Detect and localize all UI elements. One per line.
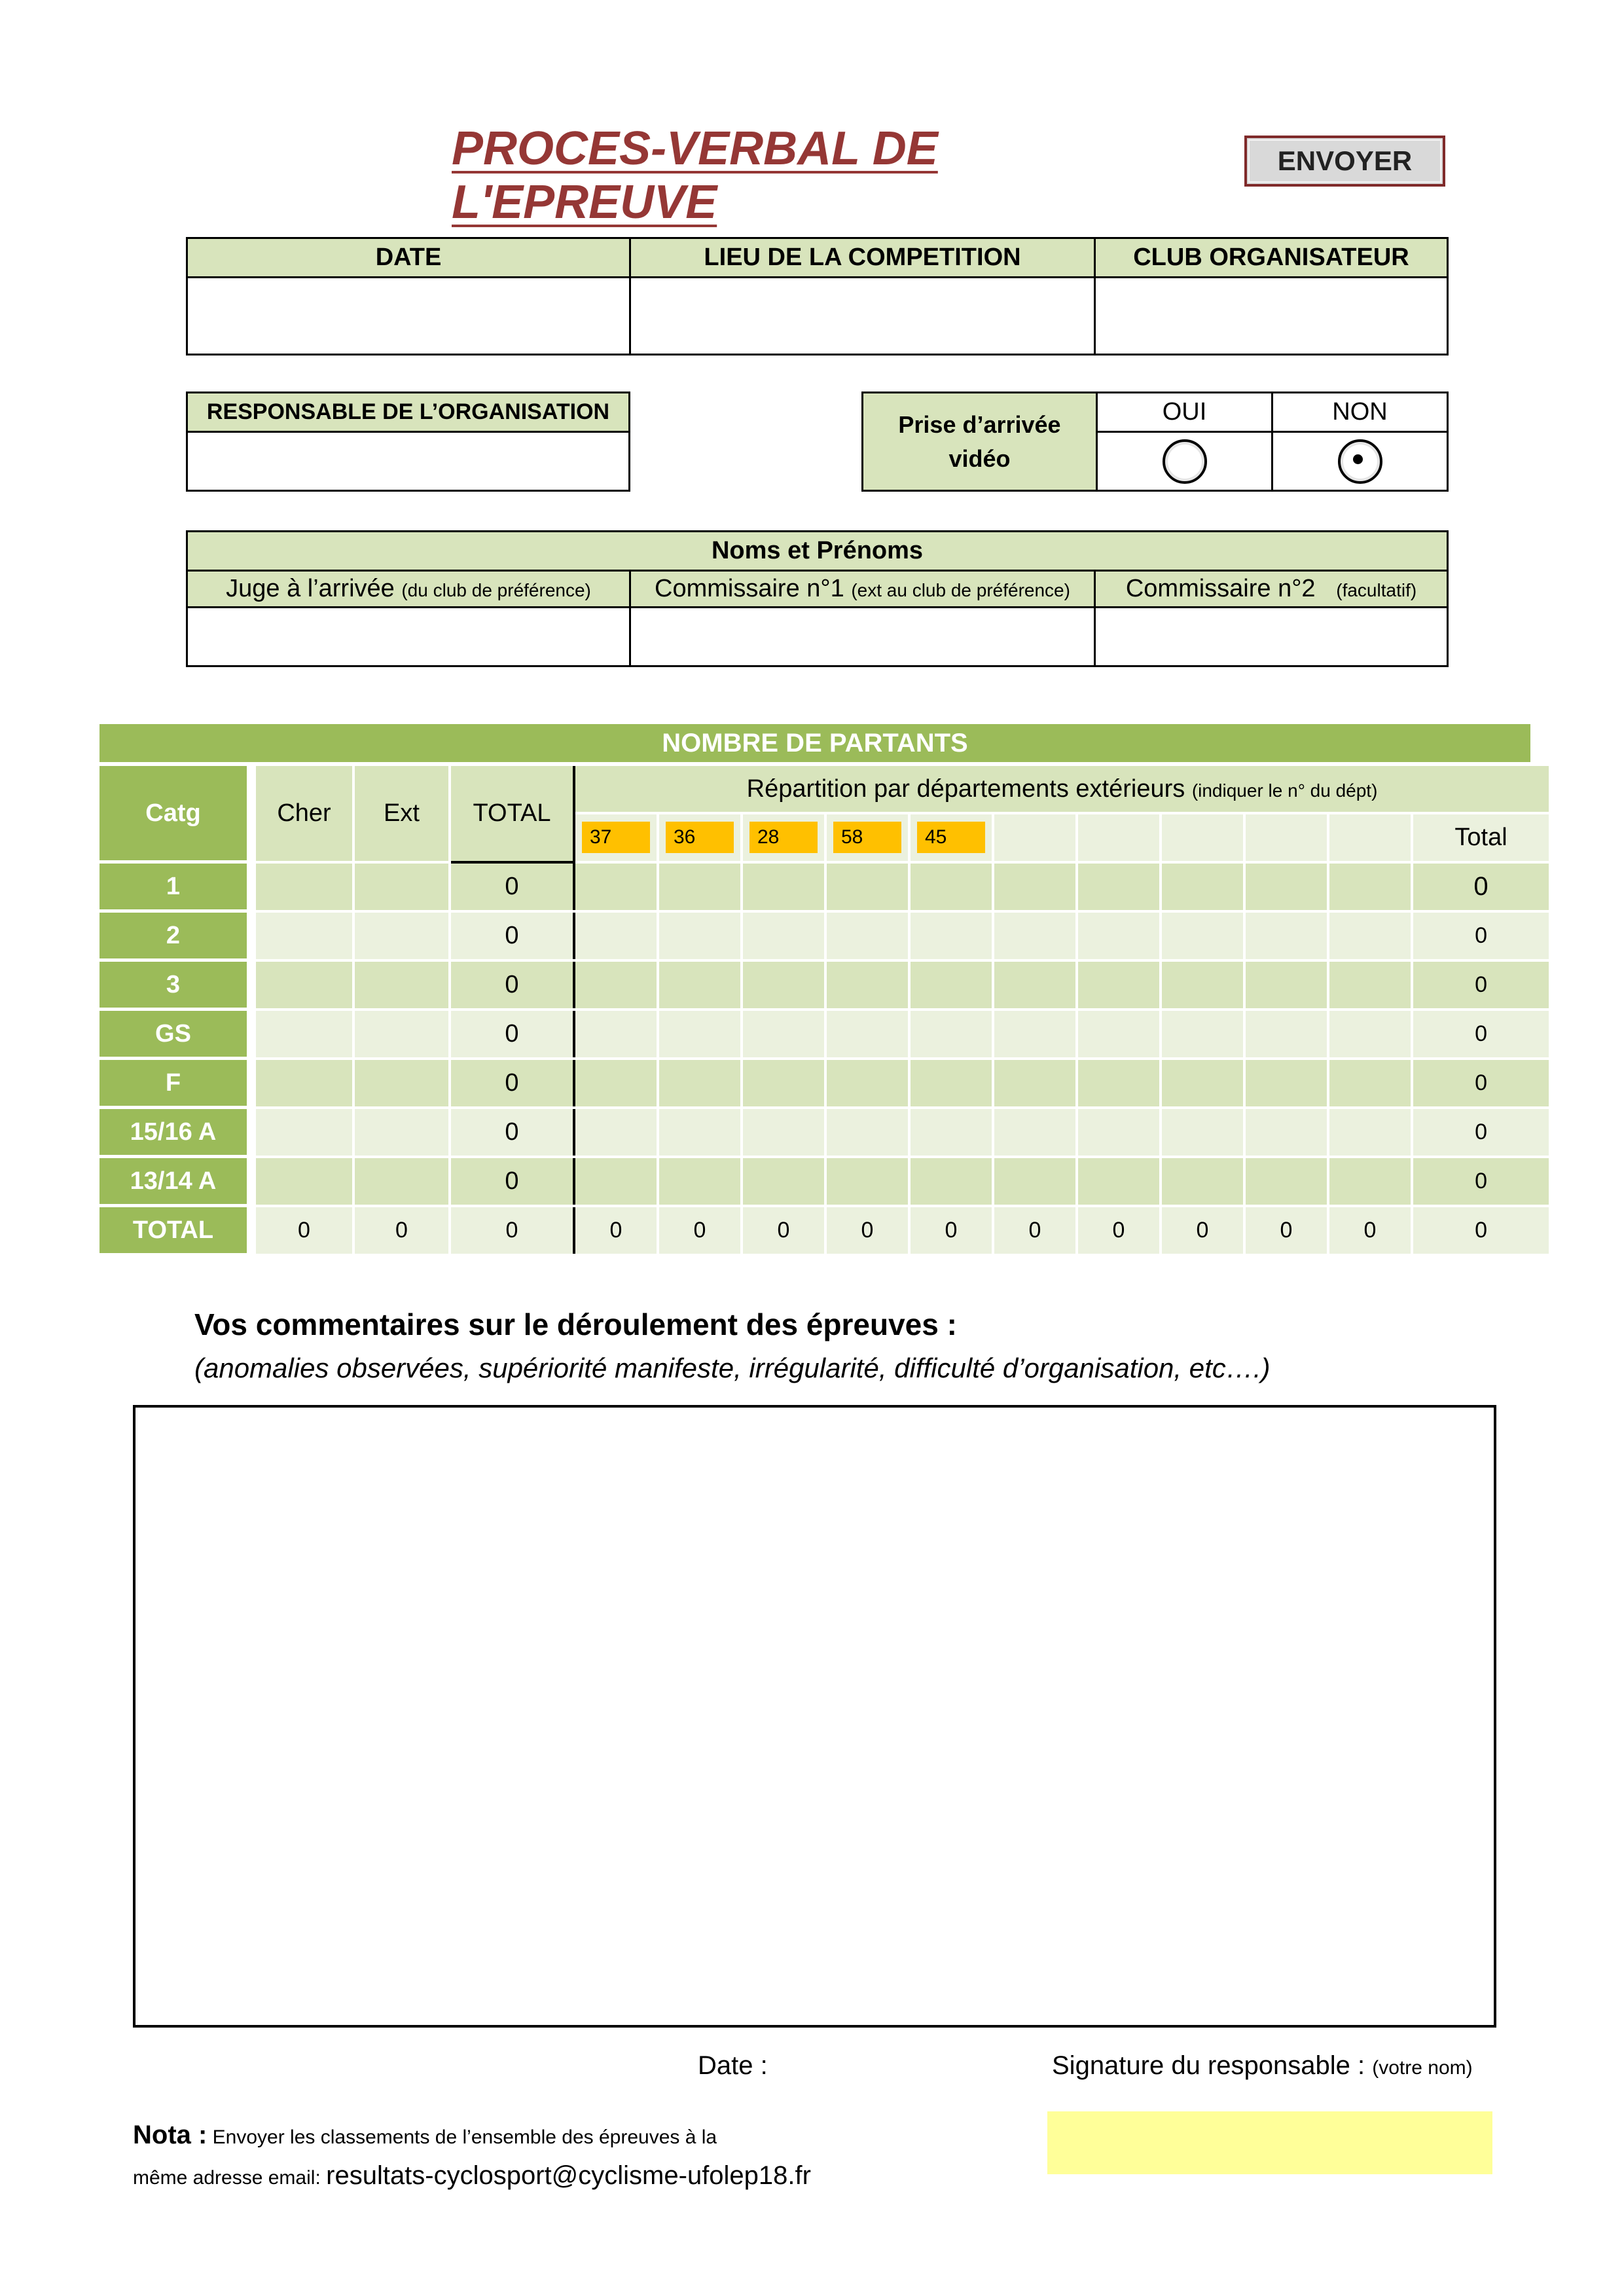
total-row-label: TOTAL — [99, 1206, 247, 1255]
dept-cell[interactable] — [574, 862, 658, 911]
total-header: TOTAL — [450, 766, 574, 862]
table-row — [99, 911, 1550, 960]
signature-label — [1052, 2051, 1473, 2081]
dept-cell[interactable] — [1077, 1010, 1161, 1059]
dept-number[interactable]: 36 — [666, 822, 734, 853]
dept-cell[interactable] — [1161, 1157, 1244, 1206]
category-label: 13/14 A — [99, 1157, 247, 1206]
non-header: NON — [1272, 393, 1448, 432]
spacer — [247, 1059, 256, 1108]
commissaire2-note: (facultatif) — [1336, 580, 1417, 600]
dept-header-cell — [1328, 813, 1412, 862]
responsable-field[interactable] — [187, 432, 630, 491]
cher-cell[interactable] — [256, 911, 353, 960]
officials-header: Noms et Prénoms — [187, 532, 1448, 571]
club-header: CLUB ORGANISATEUR — [1095, 238, 1448, 278]
partants-table — [99, 766, 1551, 1256]
spacer — [247, 1108, 256, 1157]
total-right-cell: 0 — [1412, 1010, 1550, 1059]
total-right-cell: 0 — [1412, 1157, 1550, 1206]
video-table — [861, 392, 1449, 492]
signature-label-text: Signature du responsable : — [1052, 2051, 1365, 2080]
dept-number[interactable]: 28 — [749, 822, 818, 853]
dept-cell[interactable] — [825, 1059, 909, 1108]
ext-cell[interactable] — [353, 960, 450, 1010]
commissaire2-label — [1095, 571, 1448, 608]
dept-cell[interactable] — [742, 960, 825, 1010]
cher-cell[interactable] — [256, 862, 353, 911]
spacer — [247, 862, 256, 911]
dept-cell[interactable] — [825, 911, 909, 960]
total-cell: 0 — [450, 1108, 574, 1157]
nota — [133, 2116, 811, 2197]
total-right-cell: 0 — [1412, 862, 1550, 911]
total-row-cell: 0 — [450, 1206, 574, 1255]
video-label — [863, 393, 1097, 491]
total-right-header: Total — [1412, 813, 1550, 862]
dept-cell[interactable] — [825, 960, 909, 1010]
dept-number[interactable]: 45 — [917, 822, 985, 853]
dept-cell[interactable] — [993, 1108, 1077, 1157]
date-header: DATE — [187, 238, 630, 278]
judge-label — [187, 571, 630, 608]
total-row-cell: 0 — [1328, 1206, 1412, 1255]
dept-cell[interactable] — [1244, 911, 1328, 960]
dept-cell[interactable] — [825, 1010, 909, 1059]
category-label: 15/16 A — [99, 1108, 247, 1157]
dept-cell[interactable] — [1161, 1108, 1244, 1157]
total-row-cell: 0 — [1077, 1206, 1161, 1255]
catg-header: Catg — [99, 766, 247, 862]
dept-header-cell — [909, 813, 993, 862]
comments-field[interactable] — [133, 1405, 1496, 2028]
dept-cell[interactable] — [909, 1010, 993, 1059]
dept-cell[interactable] — [1077, 1108, 1161, 1157]
dept-cell[interactable] — [658, 960, 742, 1010]
oui-header: OUI — [1097, 393, 1272, 432]
total-cell: 0 — [450, 862, 574, 911]
dept-header-cell — [1161, 813, 1244, 862]
dept-cell[interactable] — [993, 1157, 1077, 1206]
table-row — [99, 1059, 1550, 1108]
location-header: LIEU DE LA COMPETITION — [630, 238, 1095, 278]
spacer — [247, 960, 256, 1010]
dept-header-cell — [658, 813, 742, 862]
commissaire1-note: (ext au club de préférence) — [851, 580, 1070, 600]
commissaire1-field[interactable] — [630, 608, 1095, 666]
total-row-cell: 0 — [993, 1206, 1077, 1255]
nota-label: Nota : — [133, 2121, 208, 2149]
dept-header-cell — [1077, 813, 1161, 862]
location-field[interactable] — [630, 278, 1095, 355]
total-row-cell: 0 — [353, 1206, 450, 1255]
dept-cell[interactable] — [1328, 911, 1412, 960]
category-label: 1 — [99, 862, 247, 911]
dept-cell[interactable] — [1328, 1059, 1412, 1108]
dept-cell[interactable] — [1161, 960, 1244, 1010]
cher-header: Cher — [256, 766, 353, 862]
dept-cell[interactable] — [825, 1108, 909, 1157]
total-row-cell: 0 — [1244, 1206, 1328, 1255]
dept-cell[interactable] — [1328, 1010, 1412, 1059]
cher-cell[interactable] — [256, 960, 353, 1010]
ext-cell[interactable] — [353, 1059, 450, 1108]
total-row-cell: 0 — [256, 1206, 353, 1255]
dept-cell[interactable] — [574, 1157, 658, 1206]
dept-header-cell — [993, 813, 1077, 862]
partants-header: NOMBRE DE PARTANTS — [99, 724, 1530, 762]
dept-cell[interactable] — [658, 1108, 742, 1157]
total-cell: 0 — [450, 1010, 574, 1059]
table-row — [99, 862, 1550, 911]
total-row-cell: 0 — [658, 1206, 742, 1255]
spacer — [247, 1206, 256, 1255]
responsable-header: RESPONSABLE DE L’ORGANISATION — [187, 393, 630, 432]
dept-cell[interactable] — [909, 1059, 993, 1108]
ext-cell[interactable] — [353, 862, 450, 911]
dept-cell[interactable] — [658, 862, 742, 911]
repartition-header — [574, 766, 1550, 813]
dept-cell[interactable] — [825, 1157, 909, 1206]
oui-radio[interactable] — [1163, 439, 1207, 484]
nota-text-1: Envoyer les classements de l’ensemble des épreuves à la — [212, 2126, 717, 2148]
dept-cell[interactable] — [1077, 1157, 1161, 1206]
total-cell: 0 — [450, 1157, 574, 1206]
ext-cell[interactable] — [353, 911, 450, 960]
dept-cell[interactable] — [993, 862, 1077, 911]
total-row-cell: 0 — [742, 1206, 825, 1255]
total-row-cell: 0 — [909, 1206, 993, 1255]
dept-header-cell — [1244, 813, 1328, 862]
spacer — [247, 1157, 256, 1206]
ext-header: Ext — [353, 766, 450, 862]
total-right-cell: 0 — [1412, 911, 1550, 960]
dept-cell[interactable] — [742, 911, 825, 960]
dept-cell[interactable] — [993, 1059, 1077, 1108]
non-radio[interactable] — [1338, 439, 1382, 484]
total-row-cell: 0 — [1412, 1206, 1550, 1255]
dept-cell[interactable] — [1244, 1010, 1328, 1059]
spacer — [247, 911, 256, 960]
dept-cell[interactable] — [1328, 1157, 1412, 1206]
total-right-cell: 0 — [1412, 1059, 1550, 1108]
ext-cell[interactable] — [353, 1157, 450, 1206]
total-row-cell: 0 — [825, 1206, 909, 1255]
commissaire2-label-text: Commissaire n°2 — [1125, 575, 1316, 602]
club-field[interactable] — [1095, 278, 1448, 355]
email-link[interactable]: resultats-cyclosport@cyclisme-ufolep18.fr — [326, 2161, 811, 2190]
dept-cell[interactable] — [1077, 911, 1161, 960]
dept-cell[interactable] — [658, 1059, 742, 1108]
dept-cell[interactable] — [1161, 1059, 1244, 1108]
dept-cell[interactable] — [909, 1108, 993, 1157]
dept-cell[interactable] — [574, 1010, 658, 1059]
dept-cell[interactable] — [1161, 1010, 1244, 1059]
dept-cell[interactable] — [993, 960, 1077, 1010]
event-info-table — [186, 237, 1449, 355]
dept-cell[interactable] — [909, 911, 993, 960]
dept-cell[interactable] — [1161, 862, 1244, 911]
category-label: 3 — [99, 960, 247, 1010]
total-cell: 0 — [450, 960, 574, 1010]
dept-cell[interactable] — [742, 1059, 825, 1108]
responsable-table — [186, 392, 630, 492]
officials-table — [186, 530, 1449, 667]
dept-cell[interactable] — [1244, 960, 1328, 1010]
cher-cell[interactable] — [256, 1108, 353, 1157]
dept-cell[interactable] — [1244, 862, 1328, 911]
dept-number[interactable]: 37 — [582, 822, 650, 853]
dept-cell[interactable] — [658, 911, 742, 960]
dept-cell[interactable] — [742, 1108, 825, 1157]
signature-note: (votre nom) — [1372, 2057, 1473, 2079]
category-label: 2 — [99, 911, 247, 960]
commissaire1-label-text: Commissaire n°1 — [655, 575, 844, 602]
total-row — [99, 1206, 1550, 1255]
commissaire2-field[interactable] — [1095, 608, 1448, 666]
repartition-label: Répartition par départements extérieurs — [746, 774, 1185, 803]
comments-title: Vos commentaires sur le déroulement des épreuves : — [194, 1307, 957, 1341]
dept-cell[interactable] — [909, 862, 993, 911]
ext-cell[interactable] — [353, 1108, 450, 1157]
dept-cell[interactable] — [574, 1059, 658, 1108]
dept-header-cell — [574, 813, 658, 862]
date-label: Date : — [698, 2051, 768, 2080]
total-right-cell: 0 — [1412, 1108, 1550, 1157]
dept-cell[interactable] — [1244, 1108, 1328, 1157]
dept-cell[interactable] — [993, 911, 1077, 960]
total-row-cell: 0 — [574, 1206, 658, 1255]
spacer — [247, 1010, 256, 1059]
page-title: PROCES-VERBAL DE L'EPREUVE — [452, 122, 938, 228]
dept-header-cell — [825, 813, 909, 862]
video-label-line1: Prise d’arrivée — [898, 410, 1061, 438]
dept-cell[interactable] — [742, 1010, 825, 1059]
dept-cell[interactable] — [742, 1157, 825, 1206]
dept-cell[interactable] — [1077, 1059, 1161, 1108]
date-field[interactable] — [187, 278, 630, 355]
cher-cell[interactable] — [256, 1010, 353, 1059]
table-row — [99, 1108, 1550, 1157]
spacer — [247, 766, 256, 862]
cher-cell[interactable] — [256, 1059, 353, 1108]
category-label: F — [99, 1059, 247, 1108]
table-row — [99, 1010, 1550, 1059]
dept-number[interactable]: 58 — [833, 822, 901, 853]
category-label: GS — [99, 1010, 247, 1059]
total-cell: 0 — [450, 911, 574, 960]
repartition-note: (indiquer le n° du dépt) — [1191, 780, 1378, 801]
total-row-cell: 0 — [1161, 1206, 1244, 1255]
table-row — [99, 1157, 1550, 1206]
judge-label-text: Juge à l’arrivée — [226, 575, 395, 602]
dept-header-cell — [742, 813, 825, 862]
send-button[interactable]: ENVOYER — [1244, 136, 1445, 187]
non-cell — [1272, 432, 1448, 491]
dept-cell[interactable] — [574, 911, 658, 960]
dept-cell[interactable] — [825, 862, 909, 911]
cher-cell[interactable] — [256, 1157, 353, 1206]
dept-cell[interactable] — [742, 862, 825, 911]
dept-cell[interactable] — [1077, 862, 1161, 911]
dept-cell[interactable] — [909, 1157, 993, 1206]
comments-subtitle: (anomalies observées, supériorité manifeste, irrégularité, difficulté d’organisation, etc….) — [194, 1353, 1271, 1383]
video-label-line2: vidéo — [948, 445, 1011, 472]
dept-cell[interactable] — [1161, 911, 1244, 960]
dept-cell[interactable] — [1244, 1059, 1328, 1108]
dept-cell[interactable] — [1244, 1157, 1328, 1206]
dept-cell[interactable] — [1328, 1108, 1412, 1157]
dept-cell[interactable] — [909, 960, 993, 1010]
judge-note: (du club de préférence) — [401, 580, 591, 600]
total-right-cell: 0 — [1412, 960, 1550, 1010]
dept-cell[interactable] — [993, 1010, 1077, 1059]
dept-cell[interactable] — [574, 1108, 658, 1157]
table-row — [99, 960, 1550, 1010]
judge-field[interactable] — [187, 608, 630, 666]
dept-cell[interactable] — [658, 1010, 742, 1059]
ext-cell[interactable] — [353, 1010, 450, 1059]
dept-cell[interactable] — [1328, 862, 1412, 911]
dept-cell[interactable] — [1077, 960, 1161, 1010]
dept-cell[interactable] — [658, 1157, 742, 1206]
nota-text-2: même adresse email: — [133, 2167, 321, 2189]
total-cell: 0 — [450, 1059, 574, 1108]
commissaire1-label — [630, 571, 1095, 608]
signature-field[interactable] — [1047, 2111, 1492, 2174]
dept-cell[interactable] — [1328, 960, 1412, 1010]
oui-cell — [1097, 432, 1272, 491]
dept-cell[interactable] — [574, 960, 658, 1010]
